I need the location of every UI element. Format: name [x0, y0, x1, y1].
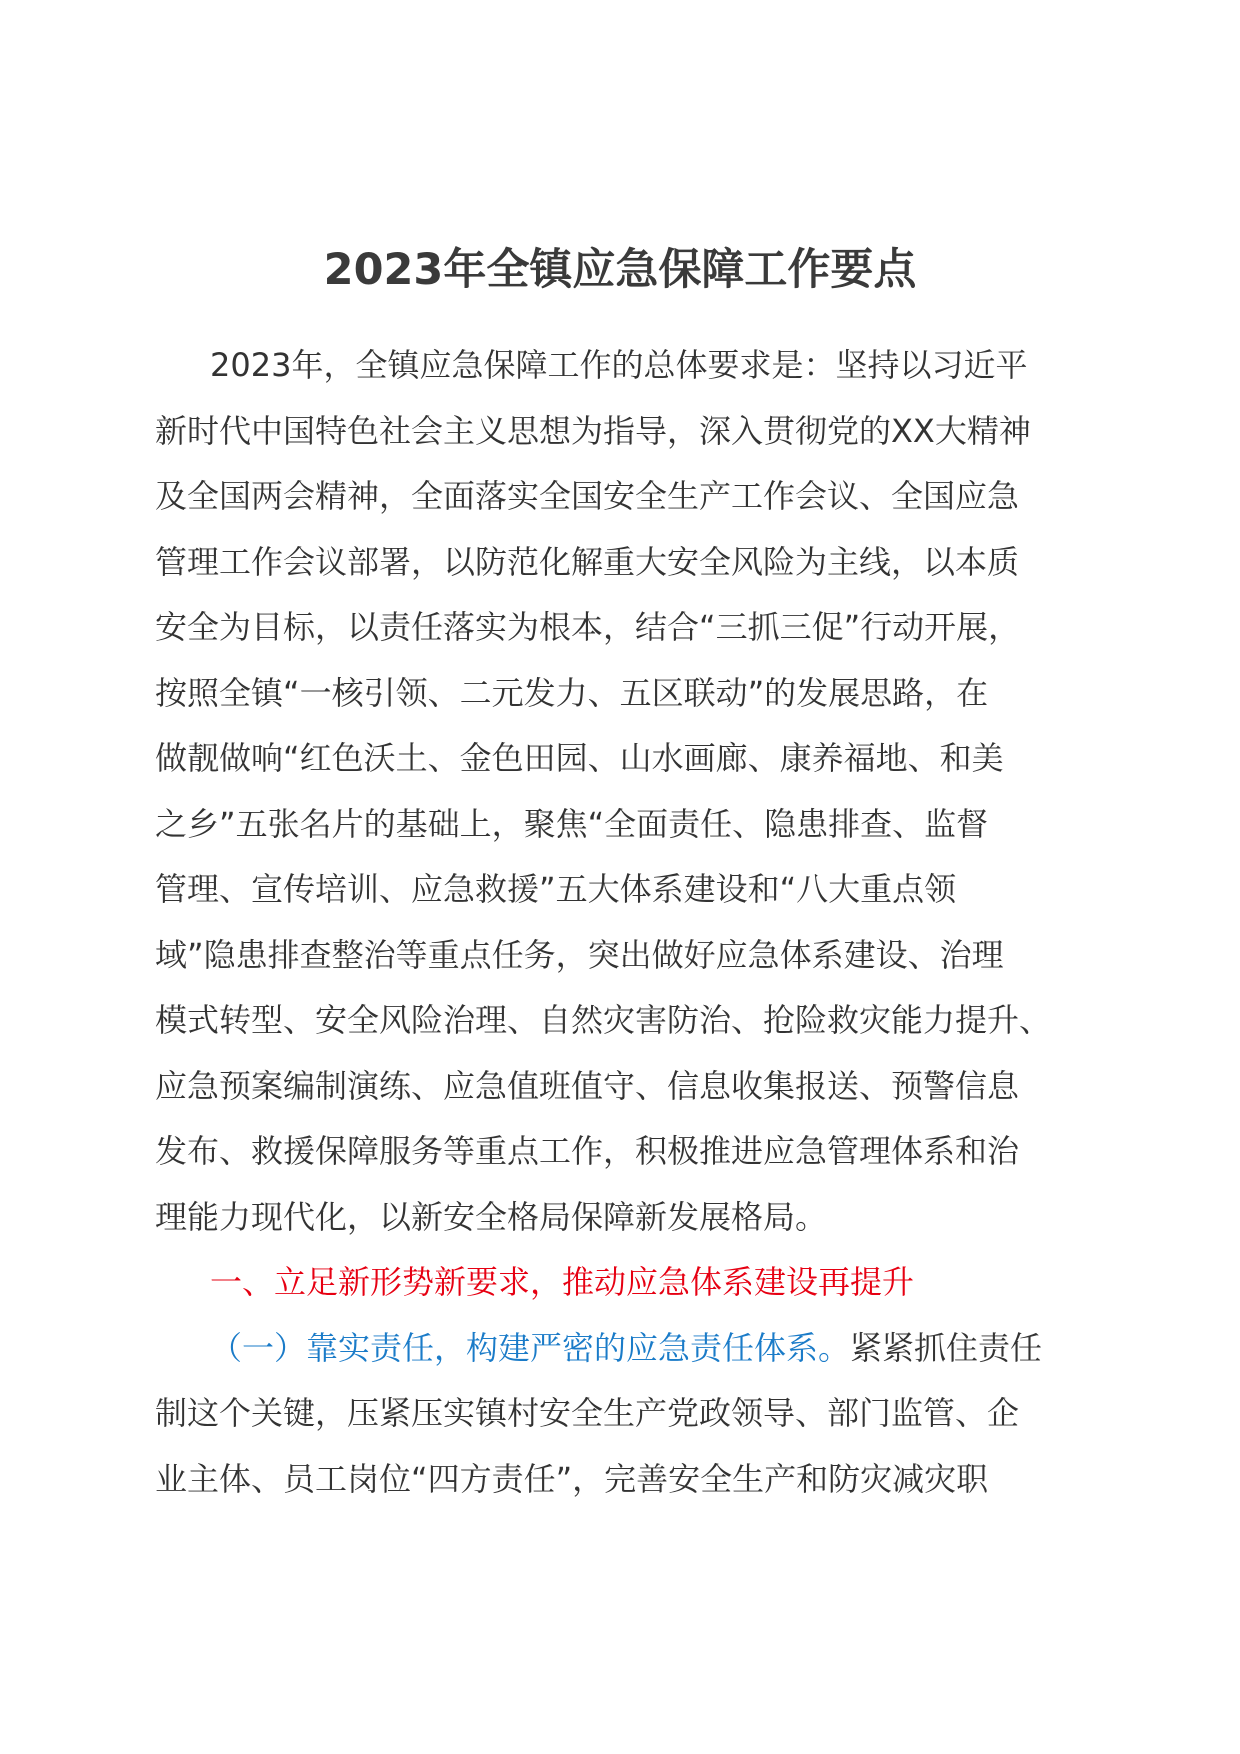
- paragraph-line: 按照全镇“一核引领、二元发力、五区联动”的发展思路，在: [155, 673, 989, 712]
- paragraph-line: 域”隐患排查整治等重点任务，突出做好应急体系建设、治理: [155, 935, 1004, 974]
- paragraph-line: 应急预案编制演练、应急值班值守、信息收集报送、预警信息: [155, 1066, 1020, 1105]
- paragraph-line: 发布、救援保障服务等重点工作，积极推进应急管理体系和治: [155, 1132, 1020, 1170]
- paragraph-line: 2023年，全镇应急保障工作的总体要求是：坚持以习近平: [210, 346, 1028, 384]
- paragraph-line: 模式转型、安全风险治理、自然灾害防治、抢险救灾能力提升、: [155, 1001, 1052, 1039]
- paragraph-line: 管理工作会议部署，以防范化解重大安全风险为主线，以本质: [155, 542, 1020, 581]
- paragraph-line: 业主体、员工岗位“四方责任”，完善安全生产和防灾减灾职: [155, 1459, 989, 1498]
- paragraph-line: 之乡”五张名片的基础上，聚焦“全面责任、隐患排查、监督: [155, 804, 989, 843]
- section-heading: 一、立足新形势新要求，推动应急体系建设再提升: [210, 1263, 915, 1301]
- paragraph-line: 做靓做响“红色沃土、金色田园、山水画廊、康养福地、和美: [155, 739, 1004, 777]
- subsection-first-line: [155, 1316, 1085, 1382]
- paragraph-line: 及全国两会精神，全面落实全国安全生产工作会议、全国应急: [155, 477, 1020, 515]
- subsection-heading: （一）靠实责任，构建严密的应急责任体系。: [210, 1328, 851, 1367]
- paragraph-line: 新时代中国特色社会主义思想为指导，深入贯彻党的XX大精神: [155, 411, 1031, 450]
- paragraph-line: 理能力现代化，以新安全格局保障新发展格局。: [155, 1197, 828, 1236]
- document-body: [155, 333, 1085, 1512]
- subsection-text: 紧紧抓住责任: [850, 1328, 1043, 1367]
- paragraph-line: 制这个关键，压紧压实镇村安全生产党政领导、部门监管、企: [155, 1394, 1020, 1432]
- paragraph-line: 安全为目标，以责任落实为根本，结合“三抓三促”行动开展，: [155, 608, 1021, 646]
- paragraph-line: 管理、宣传培训、应急救援”五大体系建设和“八大重点领: [155, 870, 957, 908]
- document-title: 2023年全镇应急保障工作要点: [323, 245, 917, 295]
